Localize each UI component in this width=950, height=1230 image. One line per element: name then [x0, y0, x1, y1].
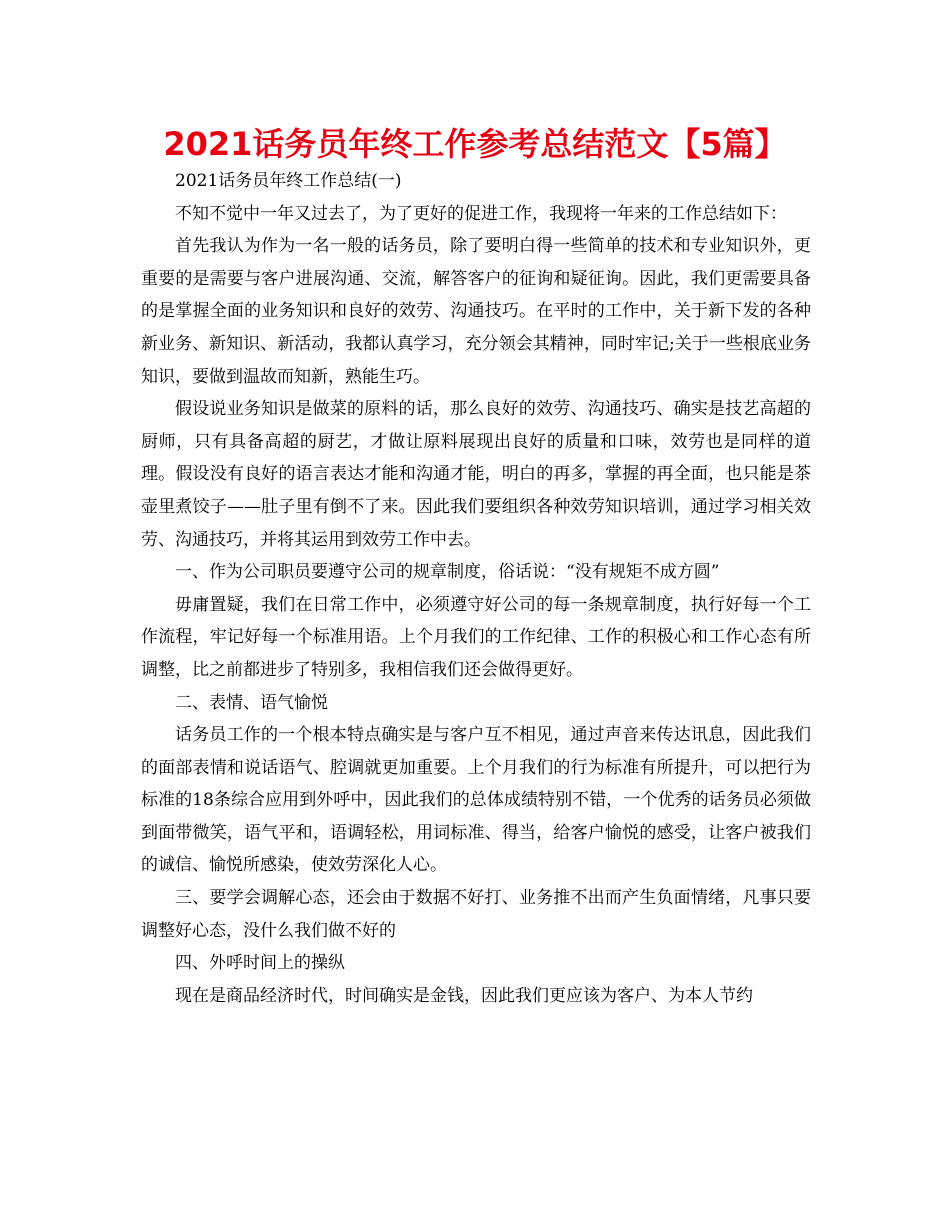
section-heading-mindset: 三、要学会调解心态，还会由于数据不好打、业务推不出而产生负面情绪，凡事只要调整好心态，没什么我们做不好的: [141, 888, 811, 941]
paragraph-time: 现在是商品经济时代，时间确实是金钱，因此我们更应该为客户、为本人节约: [175, 985, 753, 1006]
paragraph-rules: 毋庸置疑，我们在日常工作中，必须遵守好公司的每一条规章制度，执行好每一个工作流程，牢记好每一个标准用语。上个月我们的工作纪律、工作的积极心和工作心态有所调整，比之前都进步了特别多，我相信我们还会做得更好。: [141, 594, 811, 680]
document-body: [141, 165, 811, 1012]
paragraph-knowledge: 首先我认为作为一名一般的话务员，除了要明白得一些简单的技术和专业知识外，更重要的是需要与客户进展沟通、交流，解答客户的征询和疑征询。因此，我们更需要具备的是掌握全面的业务知识和良好的效劳、沟通技巧。在平时的工作中，关于新下发的各种新业务、新知识、新活动，我都认真学习，充分领会其精神，同时牢记;关于一些根底业务知识，要做到温故而知新，熟能生巧。: [141, 236, 811, 387]
paragraph-analogy: 假设说业务知识是做菜的原料的话，那么良好的效劳、沟通技巧、确实是技艺高超的厨师，只有具备高超的厨艺，才做让原料展现出良好的质量和口味，效劳也是同样的道理。假设没有良好的语言表达才能和沟通才能，明白的再多，掌握的再全面，也只能是茶壶里煮饺子——肚子里有倒不了来。因此我们要组织各种效劳知识培训，通过学习相关效劳、沟通技巧，并将其运用到效劳工作中去。: [141, 399, 811, 550]
paragraph-intro: 不知不觉中一年又过去了，为了更好的促进工作，我现将一年来的工作总结如下：: [175, 203, 787, 224]
section-heading-time-control: 四、外呼时间上的操纵: [175, 953, 345, 974]
section-heading-rules: 一、作为公司职员要遵守公司的规章制度，俗话说：“没有规矩不成方圆”: [175, 562, 720, 583]
section-heading-summary-one: 2021话务员年终工作总结(一): [175, 171, 402, 191]
paragraph-expression: 话务员工作的一个根本特点确实是与客户互不相见，通过声音来传达讯息，因此我们的面部表情和说话语气、腔调就更加重要。上个月我们的行为标准有所提升，可以把行为标准的18条综合应用到外呼中，因此我们的总体成绩特别不错，一个优秀的话务员必须做到面带微笑，语气平和，语调轻松，用词标准、得当，给客户愉悦的感受，让客户被我们的诚信、愉悦所感染，使效劳深化人心。: [141, 725, 811, 876]
section-heading-expression: 二、表情、语气愉悦: [175, 692, 328, 713]
document-title: 2021话务员年终工作参考总结范文【5篇】: [163, 125, 787, 163]
